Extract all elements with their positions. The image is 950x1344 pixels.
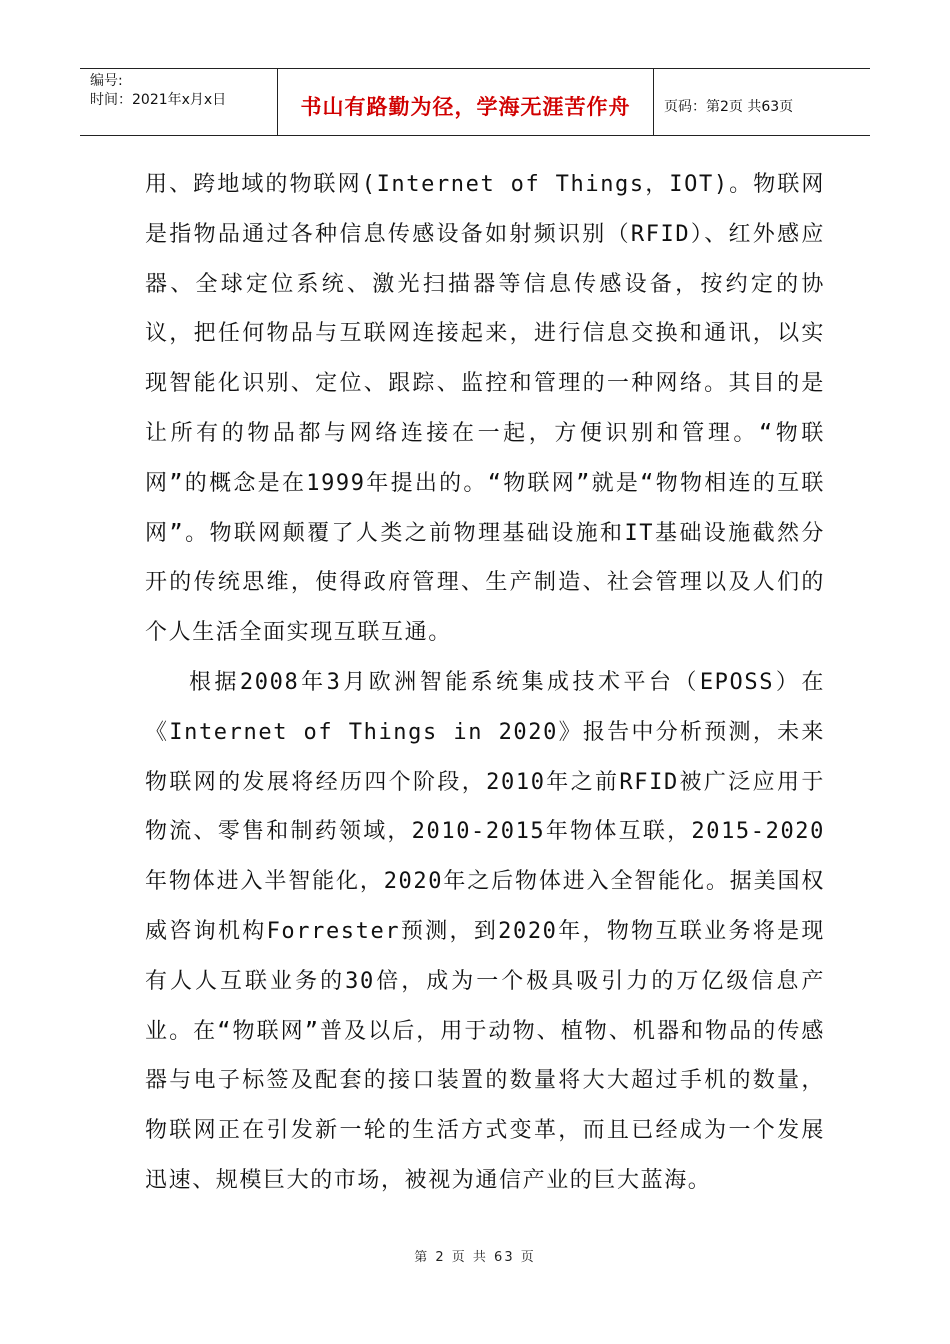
motto-text: 书山有路勤为径，学海无涯苦作舟: [300, 95, 631, 119]
paragraph-2: 根据2008年3月欧洲智能系统集成技术平台（EPOSS）在《Internet of Things in 2020》报告中分析预测，未来物联网的发展将经历四个阶段，2010年之前RFID被广泛应用于物流、零售和制药领域，2010-2015年物体互联，2015-2020年物体进入半智能化，2020年之后物体进入全智能化。据美国权威咨询机构Forrester预测，到2020年，物物互联业务将是现有人人互联业务的30倍，成为一个极具吸引力的万亿级信息产业。在“物联网”普及以后，用于动物、植物、机器和物品的传感器与电子标签及配套的接口装置的数量将大大超过手机的数量，物联网正在引发新一轮的生活方式变革，而且已经成为一个发展迅速、规模巨大的市场，被视为通信产业的巨大蓝海。: [145, 669, 825, 1193]
header-motto: [278, 69, 654, 135]
document-time-label: 时间：2021年x月x日: [90, 92, 227, 108]
header-meta: [80, 69, 278, 135]
paragraph-1: 用、跨地域的物联网(Internet of Things，IOT)。物联网是指物品通过各种信息传感设备如射频识别（RFID）、红外感应器、全球定位系统、激光扫描器等信息传感设备，按约定的协议，把任何物品与互联网连接起来，进行信息交换和通讯，以实现智能化识别、定位、跟踪、监控和管理的一种网络。其目的是让所有的物品都与网络连接在一起，方便识别和管理。“物联网”的概念是在1999年提出的。“物联网”就是“物物相连的互联网”。物联网颠覆了人类之前物理基础设施和IT基础设施截然分开的传统思维，使得政府管理、生产制造、社会管理以及人们的个人生活全面实现互联互通。: [145, 172, 825, 646]
page-header: [80, 68, 870, 136]
document-number-label: 编号:: [90, 73, 123, 89]
page-footer: [0, 1246, 950, 1265]
document-body: [145, 160, 825, 1206]
header-page-info: [654, 69, 870, 135]
page-info-text: 页码：第2页 共63页: [664, 99, 794, 115]
footer-page-number: 第 2 页 共 63 页: [414, 1250, 536, 1265]
